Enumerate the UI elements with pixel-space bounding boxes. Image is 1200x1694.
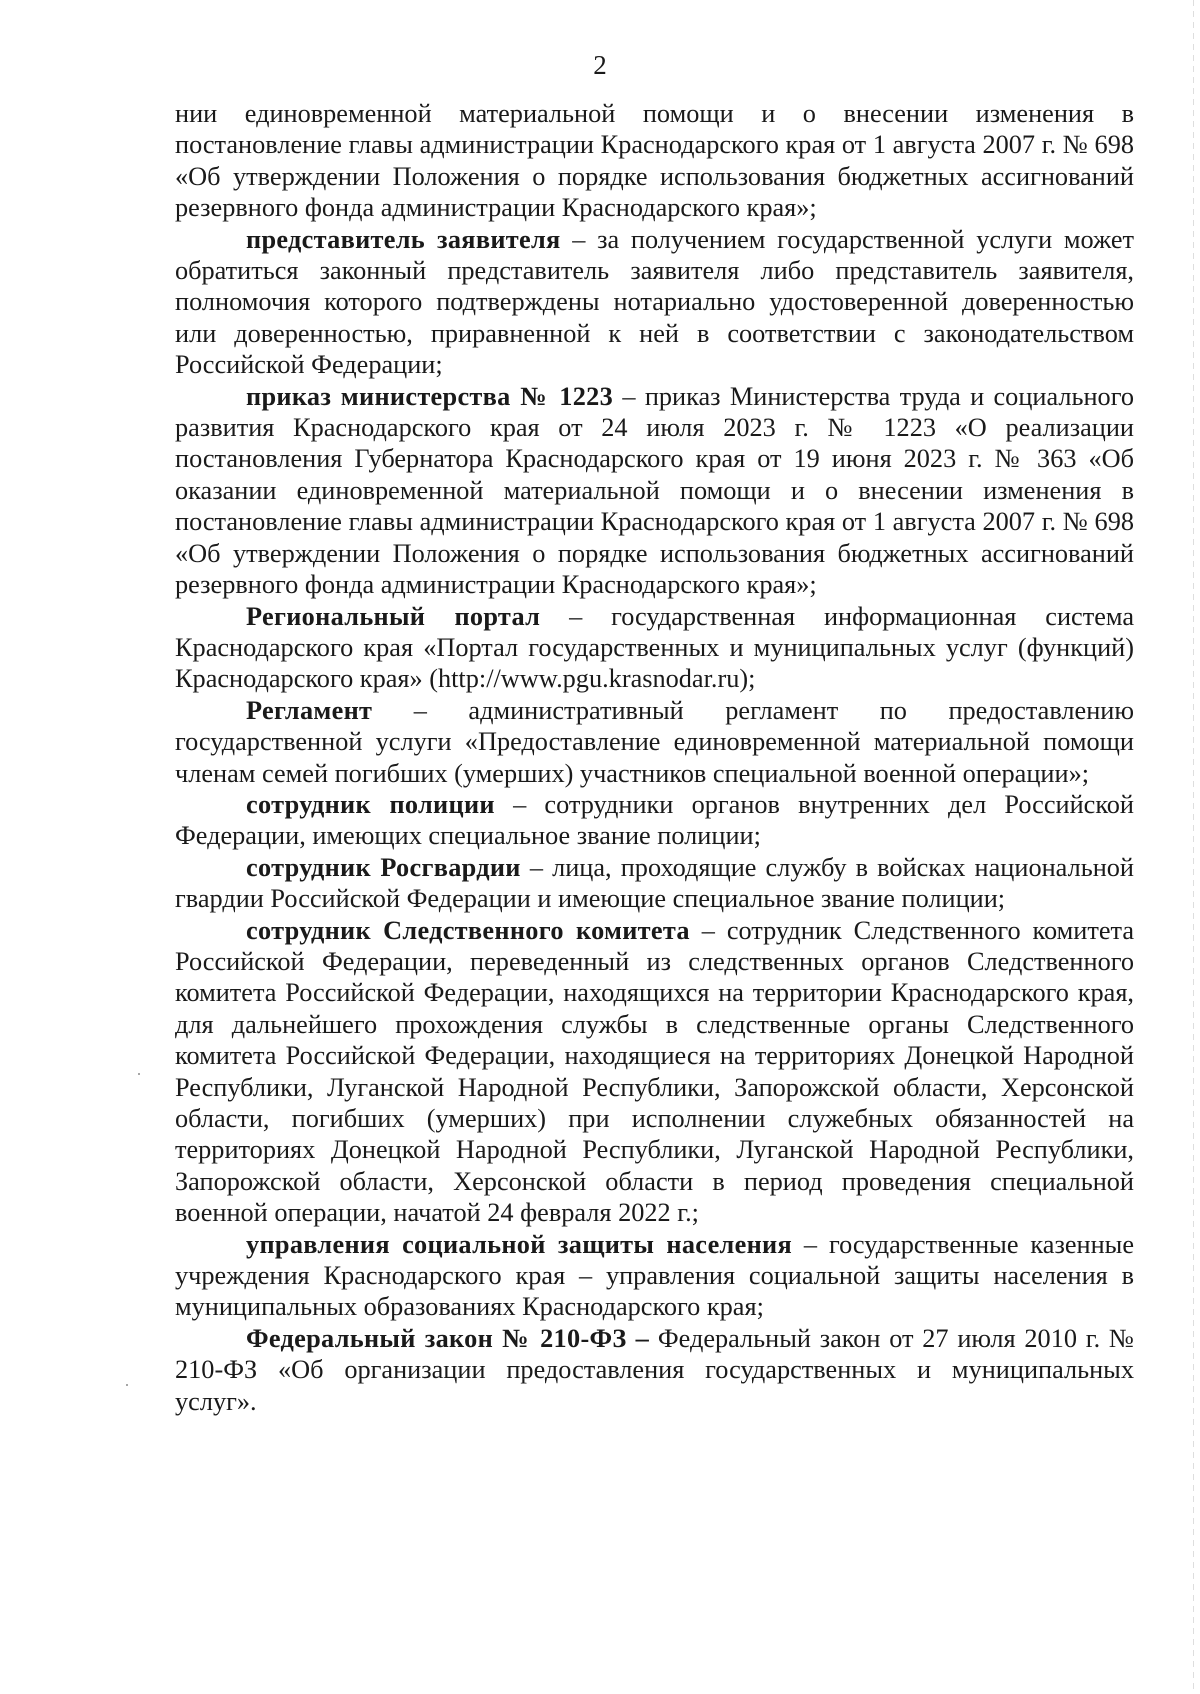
scan-speck	[138, 1073, 140, 1075]
paragraph-text: нии единовременной материальной помощи и о внесении изменения в постановление главы администрации Краснодарского края от 1 августа 2007 г. № 698 «Об утверждении Положения о порядке использования бюджетных ассигнований резервного фонда администрации Краснодарского края»;	[175, 99, 1134, 223]
defined-term: управления социальной защиты населения	[246, 1229, 793, 1259]
defined-term: сотрудник Росгвардии	[246, 852, 521, 882]
definition-text: – приказ Министерства труда и социального развития Краснодарского края от 24 июля 2023 г. № 1223 «О реализации постановления Губернатора Краснодарского края от 19 июня 2023 г. № 363 «Об оказании единовременной материальной помощи и о внесении изменения в постановление главы администрации Краснодарского края от 1 августа 2007 г. № 698 «Об утверждении Положения о порядке использования бюджетных ассигнований резервного фонда администрации Краснодарского края»;	[175, 381, 1134, 600]
defined-term: Регламент	[246, 695, 373, 725]
defined-term: сотрудник Следственного комитета	[246, 915, 690, 945]
definition-paragraph	[175, 381, 1134, 601]
definition-paragraph	[175, 915, 1134, 1229]
definition-text: – государственные казенные учреждения Краснодарского края – управления социальной защиты населения в муниципальных образованиях Краснодарского края;	[175, 1229, 1134, 1322]
defined-term: Федеральный закон № 210-ФЗ –	[246, 1323, 650, 1353]
definition-paragraph	[175, 601, 1134, 695]
page-number: 2	[593, 50, 607, 80]
definition-paragraph	[175, 224, 1134, 381]
definition-text: Федеральный закон от 27 июля 2010 г. № 210-ФЗ «Об организации предоставления государственных и муниципальных услуг».	[175, 1323, 1134, 1416]
definition-paragraph	[175, 789, 1134, 852]
definition-text: – сотрудник Следственного комитета Российской Федерации, переведенный из следственных органов Следственного комитета Российской Федерации, находящихся на территории Краснодарского края, для дальнейшего прохождения службы в следственные органы Следственного комитета Российской Федерации, находящиеся на территориях Донецкой Народной Республики, Луганской Народной Республики, Запорожской области, Херсонской области, погибших (умерших) при исполнении служебных обязанностей на территориях Донецкой Народной Республики, Луганской Народной Республики, Запорожской области, Херсонской области в период проведения специальной военной операции, начатой 24 февраля 2022 г.;	[175, 915, 1134, 1228]
definition-text: – административный регламент по предоставлению государственной услуги «Предоставление единовременной материальной помощи членам семей погибших (умерших) участников специальной военной операции»;	[175, 695, 1134, 788]
definition-text: – за получением государственной услуги может обратиться законный представитель заявителя либо представитель заявителя, полномочия которого подтверждены нотариально удостоверенной доверенностью или доверенностью, приравненной к ней в соответствии с законодательством Российской Федерации;	[175, 224, 1134, 380]
definition-text: – сотрудники органов внутренних дел Российской Федерации, имеющих специальное звание полиции;	[175, 789, 1134, 851]
definition-text: – лица, проходящие службу в войсках национальной гвардии Российской Федерации и имеющие специальное звание полиции;	[175, 852, 1134, 914]
scan-speck	[126, 1384, 128, 1386]
definition-paragraph	[175, 1323, 1134, 1417]
paragraph	[175, 98, 1134, 224]
scan-edge-artifact	[1193, 0, 1194, 1694]
defined-term: Региональный портал	[246, 601, 541, 631]
definition-paragraph	[175, 695, 1134, 789]
defined-term: сотрудник полиции	[246, 789, 495, 819]
defined-term: представитель заявителя	[246, 224, 561, 254]
document-body	[175, 98, 1134, 1417]
definition-text: – государственная информационная система Краснодарского края «Портал государственных и муниципальных услуг (функций) Краснодарского края» (http://www.pgu.krasnodar.ru);	[175, 601, 1134, 694]
definition-paragraph	[175, 852, 1134, 915]
defined-term: приказ министерства № 1223	[246, 381, 614, 411]
definition-paragraph	[175, 1229, 1134, 1323]
